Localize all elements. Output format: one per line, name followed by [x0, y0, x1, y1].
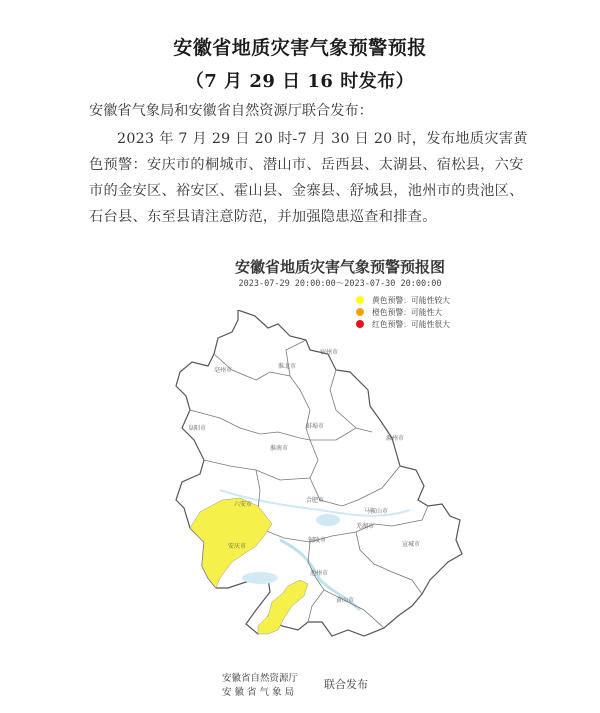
label-hefei: 合肥市	[306, 497, 325, 504]
province-outline	[176, 310, 462, 636]
label-huainan: 淮南市	[270, 445, 289, 452]
yellow-dot-icon	[356, 296, 364, 304]
intro-paragraph: 安徽省气象局和安徽省自然资源厅联合发布：	[89, 103, 373, 119]
warning-paragraph: 2023 年 7 月 29 日 20 时-7 月 30 日 20 时，发布地质灾害黄色预警：安庆市的桐城市、潜山市、岳西县、太湖县、宿松县，六安市的金安区、裕安区、霍山县、金寨县、舒城县，池州市的贵池区、石台县、东至县请注意防范，并加强隐患巡查和排查。	[89, 131, 528, 225]
map-title: 安徽省地质灾害气象预警预报图	[234, 258, 445, 276]
label-maanshan: 马鞍山市	[364, 508, 389, 515]
label-bozhou: 亳州市	[214, 367, 233, 374]
label-bengbu: 蚌埠市	[306, 423, 325, 430]
joint-release: 联合发布	[324, 678, 369, 691]
footer	[222, 672, 368, 700]
anhui-map-graphic	[160, 310, 520, 670]
label-fuyang: 阜阳市	[188, 425, 207, 432]
legend-red: 红色预警：可能性很大	[350, 318, 470, 330]
label-xuancheng: 宣城市	[402, 541, 421, 548]
label-chizhou: 池州市	[310, 570, 329, 577]
warning-map	[160, 250, 520, 670]
document-subtitle: （7 月 29 日 16 时发布）	[185, 71, 415, 92]
map-period: 2023-07-29 20:00:00～2023-07-30 20:00:00	[238, 279, 442, 289]
legend-yellow: 黄色预警：可能性较大	[350, 294, 470, 306]
document-title: 安徽省地质灾害气象预警预报	[173, 37, 427, 59]
issuer-meteorology: 安 徽 省 气 象 局	[222, 687, 295, 698]
label-wuhu: 芜湖市	[356, 523, 375, 530]
label-tongling: 铜陵市	[308, 537, 327, 544]
issuer-natural-resources: 安徽省自然资源厅	[222, 673, 299, 684]
legend-orange: 橙色预警：可能性大	[350, 306, 470, 318]
label-huangshan: 黄山市	[336, 597, 355, 604]
label-chuzhou: 滁州市	[386, 435, 405, 442]
label-anqing: 安庆市	[228, 543, 247, 550]
label-suzhou: 宿州市	[320, 349, 339, 356]
label-huaibei: 淮北市	[278, 363, 297, 370]
label-luan: 六安市	[234, 501, 253, 508]
